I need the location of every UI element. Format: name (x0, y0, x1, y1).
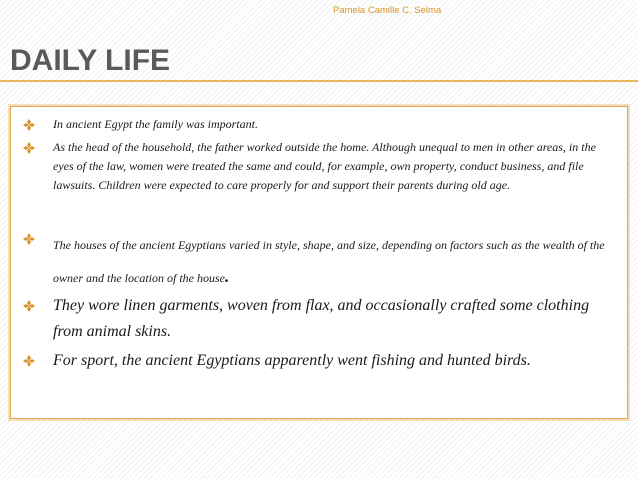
title-underline (0, 80, 638, 82)
four-diamond-bullet-icon (23, 300, 35, 312)
bullet-text-end: . (224, 267, 230, 286)
bullet-text: They wore linen garments, woven from flax, and occasionally crafted some clothing from animal skins. (53, 297, 590, 340)
bullet-text: As the head of the household, the father worked outside the home. Although unequal to men in other areas, in the eyes of the law, women were treated the same and could, for example, own property, conduct business, and file lawsuits. Children were expected to care properly for and support their parents during old age. (53, 140, 596, 192)
bullet-text: In ancient Egypt the family was important. (53, 117, 258, 131)
four-diamond-bullet-icon (23, 355, 35, 367)
four-diamond-bullet-icon (23, 119, 35, 131)
four-diamond-bullet-icon (23, 142, 35, 154)
author-name: Pamela Camille C. Selma (333, 5, 442, 16)
bullet-text-main: The houses of the ancient Egyptians varied in style, shape, and size, depending on factors such as the wealth of the owner and the location of the house (53, 238, 605, 285)
four-diamond-bullet-icon (23, 233, 35, 245)
slide-title: DAILY LIFE (10, 44, 171, 77)
bullet-text: For sport, the ancient Egyptians apparently went fishing and hunted birds. (53, 352, 531, 369)
bullet-text (53, 229, 613, 294)
content-box (10, 106, 628, 419)
